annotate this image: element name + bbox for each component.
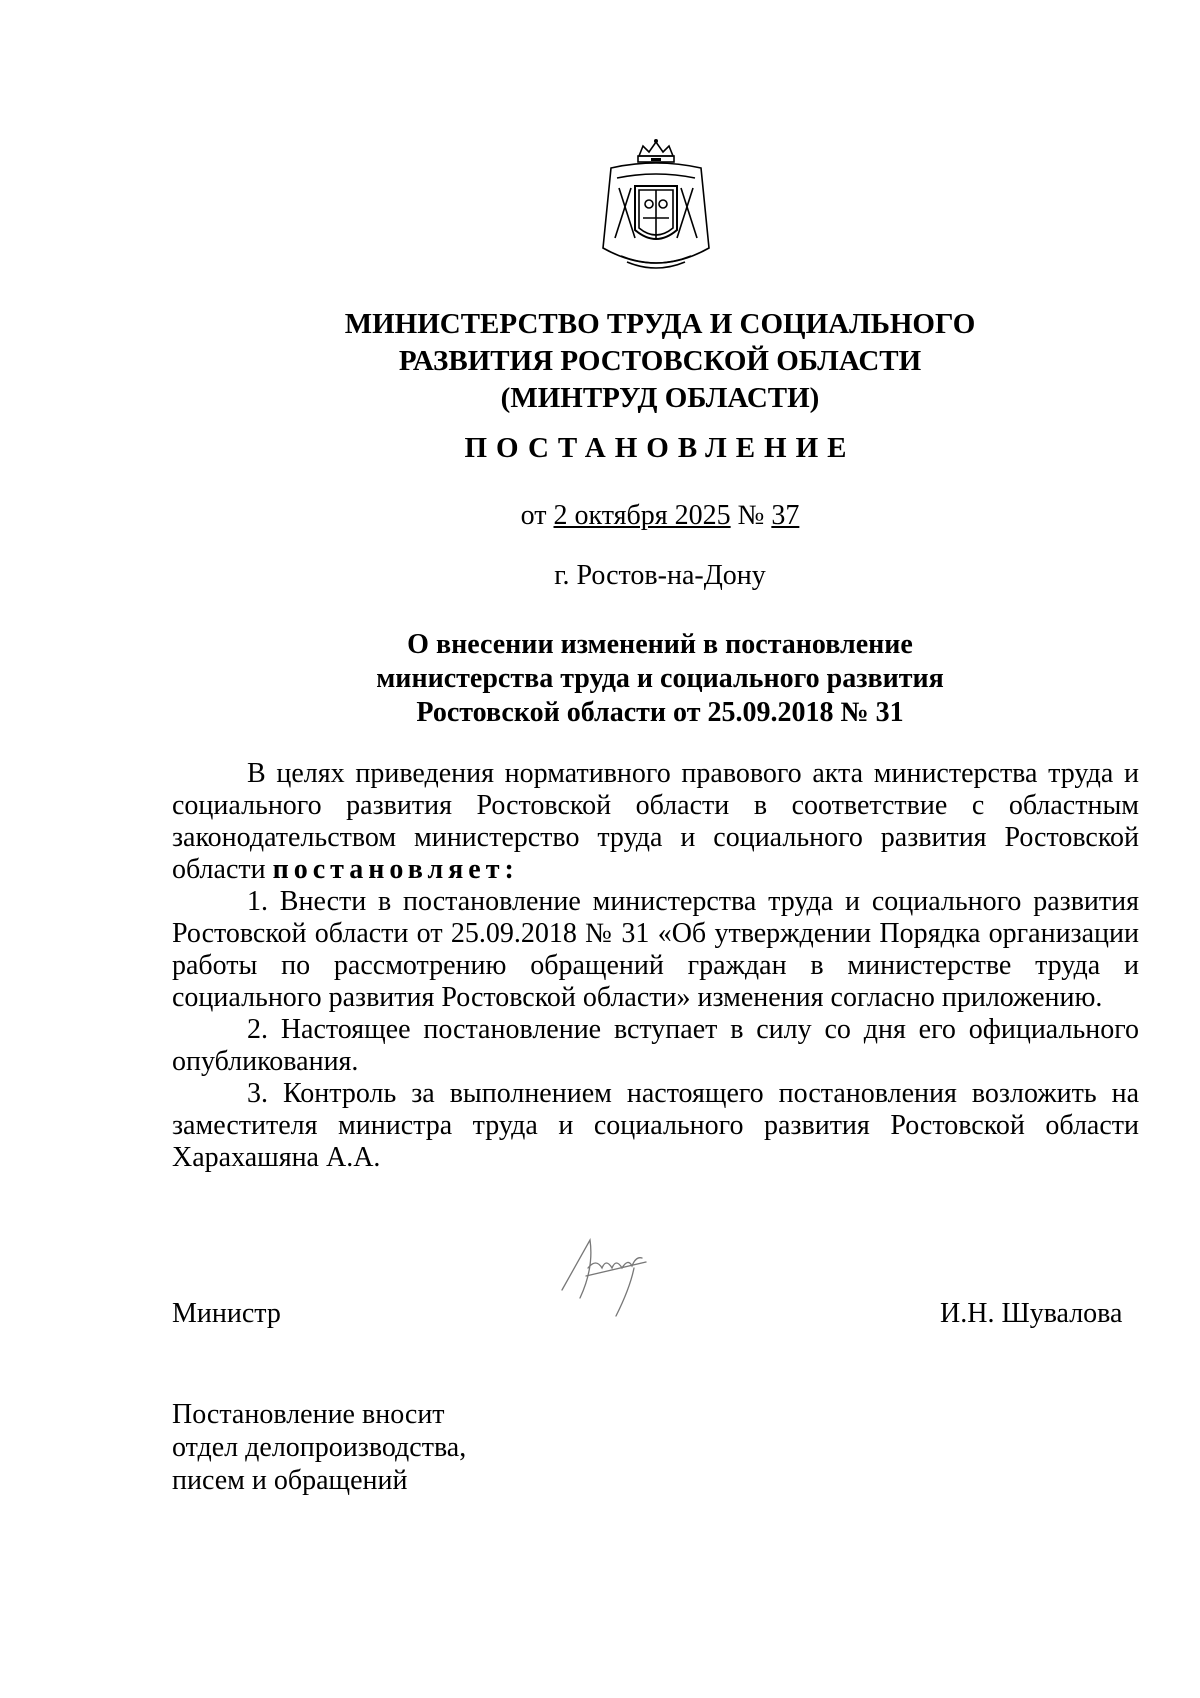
- document-type: ПОСТАНОВЛЕНИЕ: [464, 432, 856, 464]
- footer-line: Постановление вносит: [172, 1399, 445, 1430]
- subject-line: министерства труда и социального развития: [376, 663, 944, 694]
- org-line: (МИНТРУД ОБЛАСТИ): [500, 382, 820, 414]
- footer-line: писем и обращений: [172, 1465, 408, 1496]
- document-date: 2 октября 2025: [553, 500, 731, 531]
- handwritten-signature-icon: [550, 1228, 660, 1318]
- document-number: 37: [771, 500, 800, 531]
- item-paragraph: 2. Настоящее постановление вступает в силу со дня его официального опубликования.: [172, 1014, 1139, 1077]
- number-sign: №: [737, 500, 765, 531]
- footer-note: [172, 1398, 466, 1497]
- document-body: [172, 758, 1139, 1174]
- item-paragraph: 1. Внести в постановление министерства труда и социального развития Ростовской области от 25.09.2018 № 31 «Об утверждении Порядка организации работы по рассмотрению обращений граждан в министерстве труда и социального развития Ростовской области» изменения согласно приложению.: [172, 886, 1139, 1013]
- date-line: [0, 500, 1200, 532]
- signer-role: Министр: [172, 1298, 281, 1329]
- org-line: РАЗВИТИЯ РОСТОВСКОЙ ОБЛАСТИ: [398, 345, 922, 377]
- subject-line: О внесении изменений в постановление: [407, 629, 913, 660]
- preamble-text: В целях приведения нормативного правового акта министерства труда и социального развития Ростовской области в соответствие с областным законодательством министерство труда и социального развития Ростовской области: [172, 758, 1139, 885]
- organization-name: [0, 306, 1200, 417]
- decree-word: постановляет:: [272, 854, 519, 885]
- city: г. Ростов-на-Дону: [554, 560, 766, 591]
- document-subject: [0, 628, 1200, 730]
- subject-line: Ростовской области от 25.09.2018 № 31: [416, 697, 904, 728]
- date-prefix: от: [520, 500, 547, 531]
- item-paragraph: 3. Контроль за выполнением настоящего постановления возложить на заместителя министра труда и социального развития Ростовской области Харахашяна А.А.: [172, 1078, 1139, 1173]
- preamble-paragraph: [172, 758, 1139, 886]
- rostov-oblast-coat-of-arms-icon: [591, 138, 721, 278]
- org-line: МИНИСТЕРСТВО ТРУДА И СОЦИАЛЬНОГО: [344, 308, 976, 340]
- footer-line: отдел делопроизводства,: [172, 1432, 467, 1463]
- signer-name: И.Н. Шувалова: [940, 1298, 1123, 1329]
